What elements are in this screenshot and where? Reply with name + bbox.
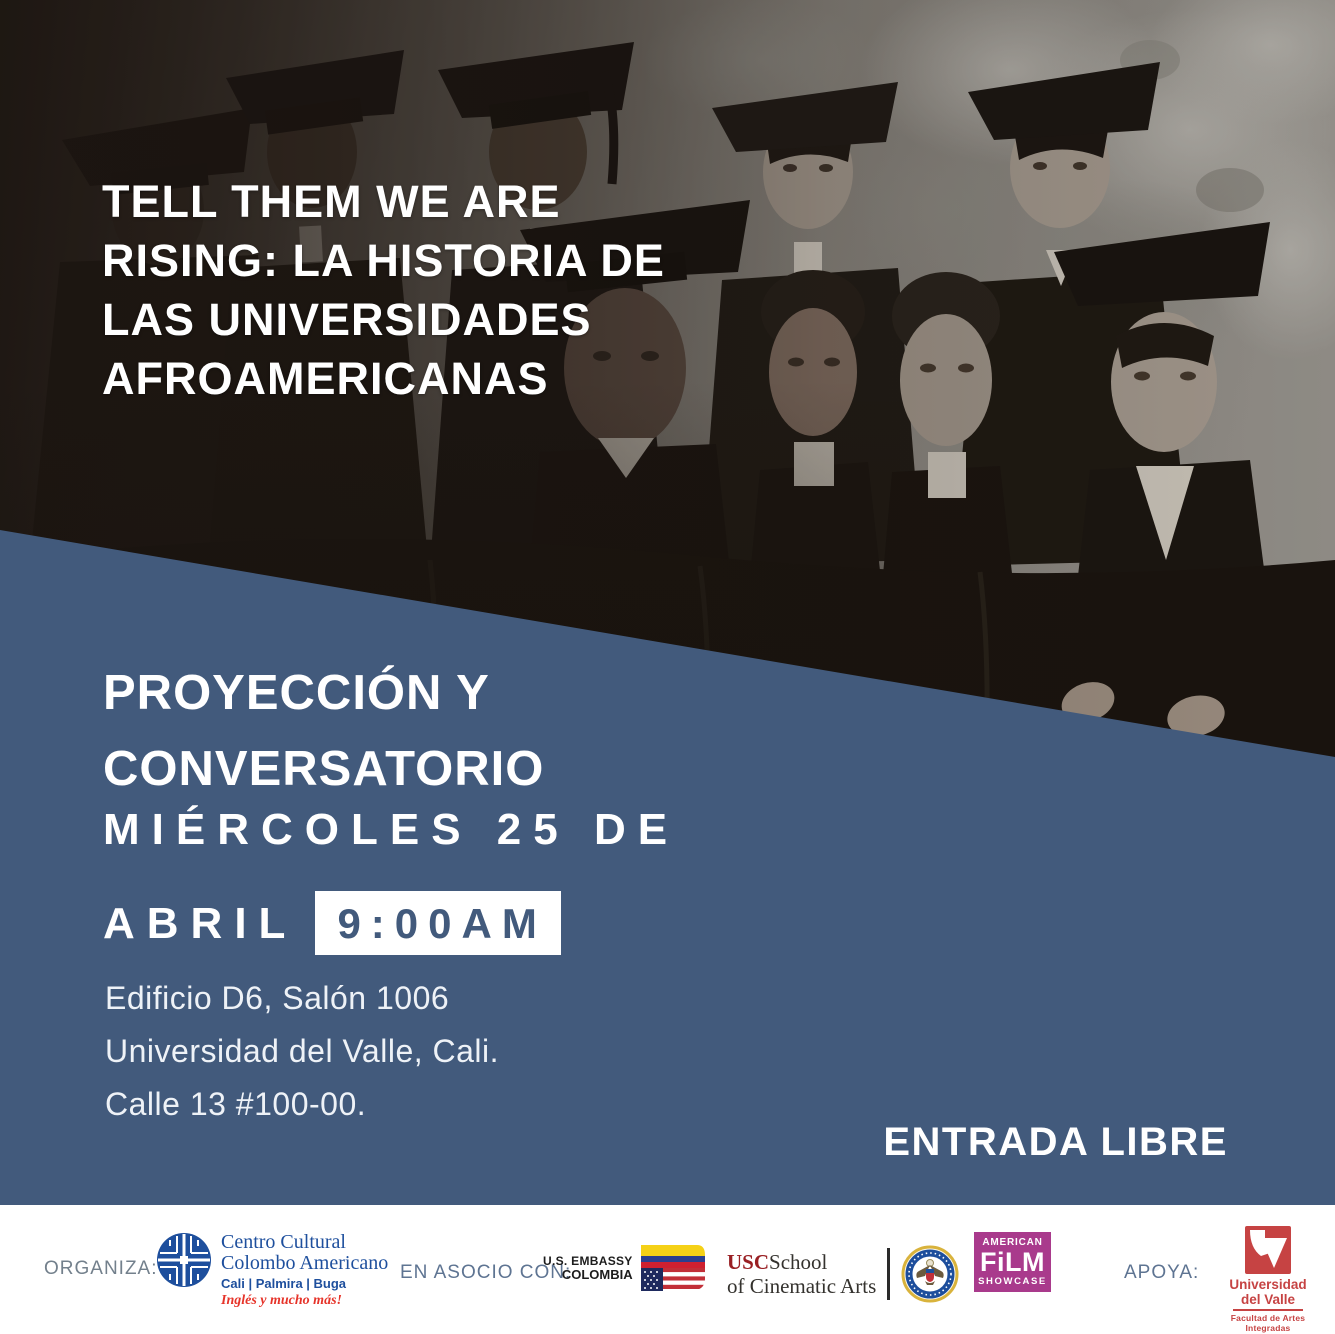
asocio-label: EN ASOCIO CON: [400, 1262, 572, 1283]
film-title [102, 172, 665, 408]
usc-line2: of Cinematic Arts [727, 1274, 877, 1298]
film-title-line: TELL THEM WE ARE [102, 176, 561, 227]
colombo-americano-icon [156, 1232, 212, 1288]
apoya-label: APOYA: [1124, 1262, 1200, 1283]
afs-line3: SHOWCASE [978, 1275, 1047, 1287]
sponsor-footer [0, 1205, 1335, 1334]
film-title-line: AFROAMERICANAS [102, 353, 549, 404]
colombo-name-line: Centro Cultural [221, 1231, 346, 1253]
colombo-americano-text [221, 1232, 388, 1309]
us-embassy-flag-icon [639, 1243, 707, 1293]
us-embassy-text [543, 1255, 633, 1281]
usc-cinematic-arts-logo [727, 1245, 959, 1303]
colombo-americano-logo [156, 1232, 388, 1309]
universidad-del-valle-icon [1245, 1226, 1291, 1274]
afs-line2: FiLM [980, 1246, 1045, 1277]
organiza-label: ORGANIZA: [44, 1258, 158, 1279]
usc-line1 [727, 1250, 876, 1274]
location-line: Edificio D6, Salón 1006 [105, 980, 450, 1016]
afs-line1: AMERICAN [982, 1236, 1043, 1248]
usc-acronym: USC [727, 1250, 770, 1274]
colombo-name-line: Colombo Americano [221, 1252, 389, 1274]
colombo-tagline: Inglés y mucho más! [221, 1293, 342, 1308]
event-date-line1: MIÉRCOLES 25 DE [103, 805, 680, 854]
department-of-state-seal-icon [901, 1245, 959, 1303]
colombo-cities: Cali | Palmira | Buga [221, 1276, 347, 1291]
event-date-line2 [103, 891, 679, 955]
univalle-faculty: Facultad de Artes Integradas [1230, 1313, 1306, 1333]
event-type-heading [103, 655, 544, 807]
us-embassy-line1: U.S. EMBASSY [543, 1254, 633, 1268]
event-type-line: PROYECCIÓN Y [103, 666, 490, 720]
usc-text [727, 1250, 876, 1298]
event-type-line: CONVERSATORIO [103, 742, 545, 796]
location-line: Universidad del Valle, Cali. [105, 1033, 500, 1069]
univalle-name-line: del Valle [1240, 1292, 1296, 1307]
universidad-del-valle-logo [1218, 1226, 1318, 1333]
event-time-badge: 9:00AM [315, 891, 560, 955]
univalle-name [1229, 1277, 1306, 1307]
us-embassy-logo [543, 1243, 707, 1293]
univalle-name-line: Universidad [1229, 1277, 1307, 1292]
american-film-showcase-logo [974, 1232, 1051, 1292]
event-date [103, 806, 679, 955]
film-title-line: RISING: LA HISTORIA DE [102, 235, 665, 286]
event-location [105, 972, 499, 1131]
location-line: Calle 13 #100-00. [105, 1086, 367, 1122]
admission-note: ENTRADA LIBRE [883, 1120, 1228, 1164]
film-title-line: LAS UNIVERSIDADES [102, 294, 592, 345]
us-embassy-line2: COLOMBIA [561, 1267, 633, 1282]
event-date-month: ABRIL [103, 898, 298, 948]
usc-word-school: School [769, 1250, 828, 1274]
logo-separator-bar [887, 1248, 890, 1300]
univalle-rule [1233, 1309, 1303, 1311]
